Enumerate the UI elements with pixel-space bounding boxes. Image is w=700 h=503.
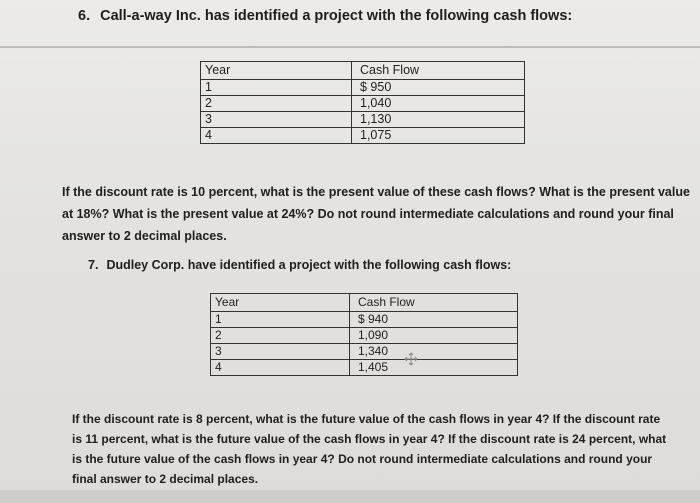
cash-flow-cell: 1,075 bbox=[352, 128, 525, 144]
cash-flow-cell: 1,405 bbox=[350, 360, 518, 376]
q6-question-text: If the discount rate is 10 percent, what is the present value of these cash flows? What is the present value at 18%? What is the present value at 24%? Do not round intermediate calculations and round your final answer to 2 decimal places. bbox=[62, 185, 690, 243]
q6-number: 6. bbox=[78, 8, 91, 24]
year-cell: 4 bbox=[211, 360, 350, 376]
year-cell: 1 bbox=[211, 312, 350, 328]
q7-question-text: If the discount rate is 8 percent, what is the future value of the cash flows in year 4? If the discount rate is 11 percent, what is the future value of the cash flows in year 4? If the discount rate is 24 percent, what is the future value of the cash flows in year 4? Do not round intermediate calculations and round your final answer to 2 decimal places. bbox=[72, 412, 667, 486]
q7-number: 7. bbox=[88, 258, 99, 272]
move-handle-icon[interactable] bbox=[403, 352, 419, 368]
move-handle-icon-svg bbox=[404, 352, 418, 366]
table-row bbox=[211, 328, 518, 344]
year-cell: 1 bbox=[201, 80, 352, 96]
table-header-row bbox=[211, 294, 518, 312]
bottom-edge bbox=[0, 490, 700, 503]
q6-title-text: Call-a-way Inc. has identified a project with the following cash flows: bbox=[100, 8, 573, 24]
q7-title bbox=[88, 258, 511, 272]
year-cell: 2 bbox=[201, 96, 352, 112]
table-row bbox=[201, 96, 525, 112]
table-row bbox=[201, 128, 525, 144]
cash-flow-header: Cash Flow bbox=[352, 62, 525, 80]
year-header: Year bbox=[201, 62, 352, 80]
year-header: Year bbox=[211, 294, 350, 312]
year-cell: 3 bbox=[211, 344, 350, 360]
year-cell: 4 bbox=[201, 128, 352, 144]
table-row bbox=[201, 112, 525, 128]
cash-flow-cell: 1,090 bbox=[350, 328, 518, 344]
table-row bbox=[211, 344, 518, 360]
table-row bbox=[211, 360, 518, 376]
table-row bbox=[201, 80, 525, 96]
cash-flow-cell: $ 950 bbox=[352, 80, 525, 96]
q6-title bbox=[78, 8, 572, 24]
q7-cash-flow-table bbox=[210, 293, 518, 376]
cash-flow-cell: 1,040 bbox=[352, 96, 525, 112]
year-cell: 3 bbox=[201, 112, 352, 128]
header-divider bbox=[0, 46, 700, 48]
cash-flow-cell: 1,130 bbox=[352, 112, 525, 128]
q7-title-text: Dudley Corp. have identified a project with the following cash flows: bbox=[106, 258, 512, 272]
cash-flow-cell: $ 940 bbox=[350, 312, 518, 328]
cash-flow-cell: 1,340 bbox=[350, 344, 518, 360]
q6-cash-flow-table bbox=[200, 61, 525, 144]
table-header-row bbox=[201, 62, 525, 80]
cash-flow-header: Cash Flow bbox=[350, 294, 518, 312]
table-row bbox=[211, 312, 518, 328]
year-cell: 2 bbox=[211, 328, 350, 344]
